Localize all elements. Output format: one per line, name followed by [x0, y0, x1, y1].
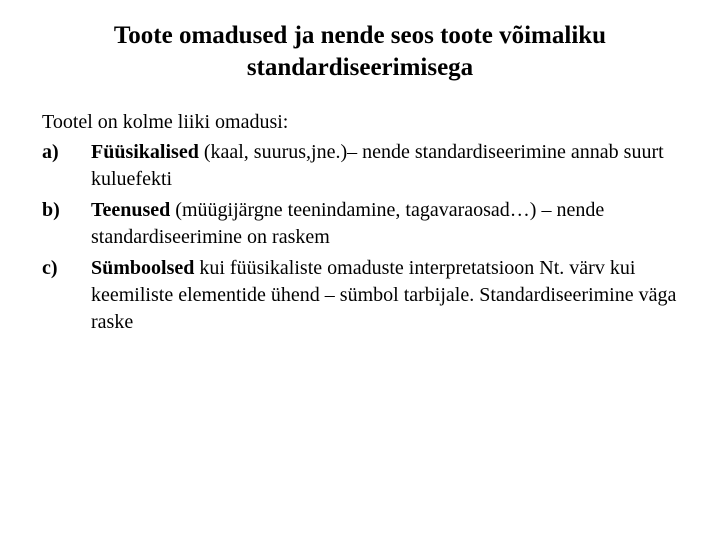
- list-marker: c): [42, 257, 58, 279]
- list-item-description: kui füüsikaliste omaduste interpretatsioon Nt. värv kui keemiliste elementide ühend – sümbol tarbijale. Standardiseerimine väga raske: [91, 257, 677, 333]
- list-item-text: [91, 255, 702, 336]
- list-item-c: [42, 255, 702, 336]
- list-marker: a): [42, 141, 59, 163]
- slide-body: [42, 109, 702, 340]
- list-item-term: Füüsikalised: [91, 141, 199, 163]
- list-item-description: (müügijärgne teenindamine, tagavaraosad…) – nende standardiseerimine on raskem: [91, 199, 605, 248]
- list-item-a: [42, 139, 702, 193]
- slide-title: Toote omadused ja nende seos toote võimaliku standardiseerimisega: [113, 22, 607, 81]
- list-item-description: (kaal, suurus,jne.)– nende standardiseerimine annab suurt kuluefekti: [91, 141, 664, 190]
- list-item-term: Sümboolsed: [91, 257, 195, 279]
- list-item-b: [42, 197, 702, 251]
- list-marker: b): [42, 199, 60, 221]
- list-item-text: [91, 139, 702, 193]
- list-item-text: [91, 197, 702, 251]
- intro-text: Tootel on kolme liiki omadusi:: [42, 111, 289, 133]
- list-item-term: Teenused: [91, 199, 171, 221]
